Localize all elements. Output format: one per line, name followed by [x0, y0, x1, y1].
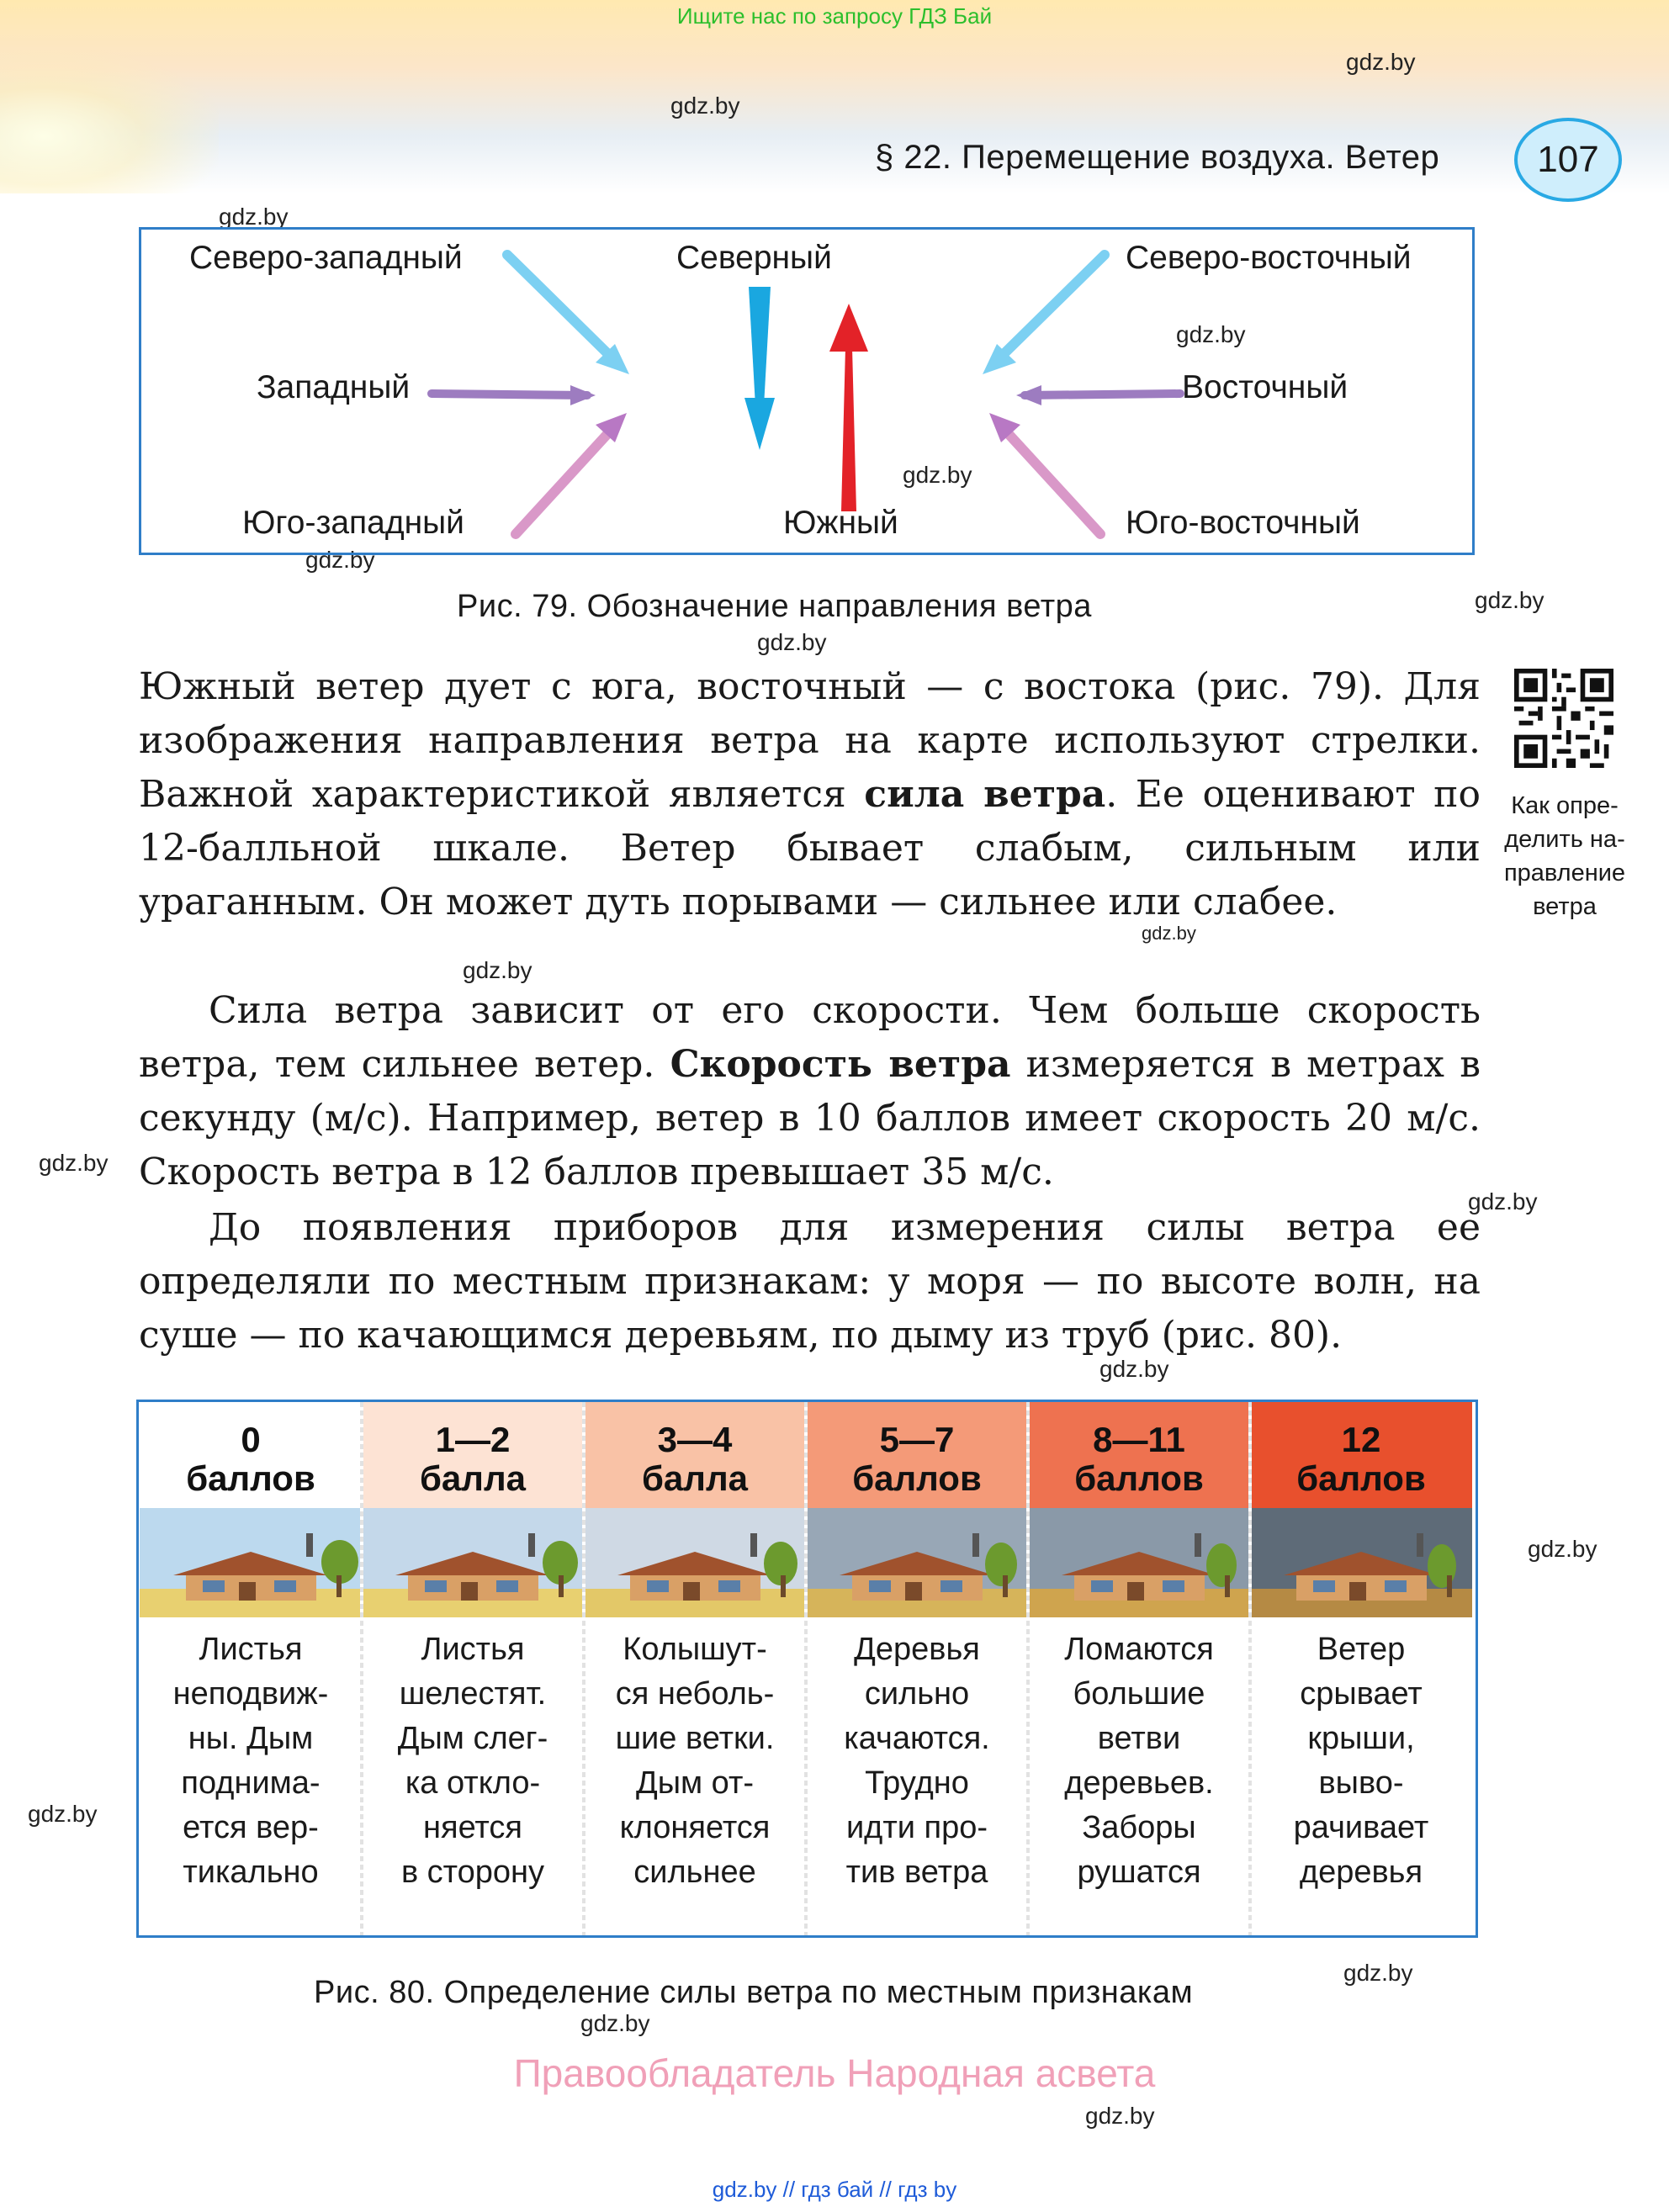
- description-line: срывает: [1300, 1676, 1423, 1712]
- column-separator: [1026, 1402, 1030, 1935]
- watermark: gdz.by: [219, 204, 289, 230]
- wind-force-description: [362, 1627, 584, 1895]
- qr-caption-line: Как опре-: [1511, 792, 1619, 819]
- rights-holder: Правообладатель Народная асвета: [513, 2051, 1156, 2095]
- wind-force-points: 5—7: [879, 1420, 955, 1459]
- wind-force-column: [806, 1402, 1028, 1935]
- qr-caption-line: ветра: [1533, 893, 1597, 920]
- label-north: Северный: [676, 240, 832, 276]
- arrow-west: [432, 385, 596, 405]
- wind-force-unit: баллов: [852, 1458, 982, 1498]
- term-wind-speed: Скорость ветра: [670, 1043, 1011, 1086]
- wind-force-header: [140, 1402, 362, 1508]
- label-south: Южный: [783, 505, 898, 541]
- wind-force-description: [140, 1627, 362, 1895]
- wind-force-points: 3—4: [657, 1420, 733, 1459]
- wind-force-header: [1028, 1402, 1250, 1508]
- description-line: шие ветки.: [615, 1721, 775, 1756]
- sun-glow: [0, 50, 219, 193]
- label-southwest: Юго-западный: [242, 505, 464, 541]
- wind-force-column: [140, 1402, 362, 1935]
- description-line: большие: [1073, 1676, 1205, 1712]
- label-northwest: Северо-западный: [189, 240, 463, 276]
- qr-caption-line: правление: [1503, 860, 1626, 886]
- wind-force-points: 8—11: [1093, 1420, 1185, 1459]
- wind-direction-figure: [139, 227, 1475, 555]
- description-line: в сторону: [400, 1855, 545, 1890]
- description-line: Колышут-: [623, 1632, 767, 1667]
- footer-links[interactable]: gdz.by // гдз бай // гдз by: [712, 2177, 957, 2202]
- wind-force-header: [584, 1402, 806, 1508]
- wind-force-unit: баллов: [186, 1458, 315, 1498]
- arrow-southeast: [989, 413, 1100, 534]
- description-line: клоняется: [619, 1810, 771, 1845]
- description-line: Деревья: [854, 1632, 980, 1667]
- wind-scene-image: [584, 1508, 806, 1617]
- description-line: Дым от-: [635, 1765, 755, 1801]
- description-line: неподвиж-: [172, 1676, 329, 1712]
- label-east: Восточный: [1182, 369, 1348, 405]
- description-line: Дым слег-: [397, 1721, 548, 1756]
- description-line: рачивает: [1293, 1810, 1429, 1845]
- watermark: gdz.by: [463, 957, 532, 983]
- qr-caption-line: делить на-: [1504, 826, 1625, 853]
- watermark: gdz.by: [1346, 49, 1416, 75]
- paragraph-1: [139, 660, 1481, 929]
- watermark: gdz.by: [1142, 923, 1196, 944]
- arrow-northeast: [983, 255, 1105, 374]
- paragraph-text: . Ее оценивают по 12-балльной шкале. Ветер бывает слабым, сильным или ураганным. Он может дуть порывами — сильнее или слабее.: [139, 773, 1481, 923]
- wind-force-column: [1028, 1402, 1250, 1935]
- watermark: gdz.by: [1085, 2103, 1155, 2129]
- paragraph-text: Сила ветра зависит от его скорости. Чем больше скорость ветра, тем сильнее ветер.: [139, 989, 1481, 1086]
- wind-force-points: 12: [1341, 1420, 1381, 1459]
- description-line: сильно: [864, 1676, 970, 1712]
- wind-scene-image: [362, 1508, 584, 1617]
- description-line: Листья: [199, 1632, 303, 1667]
- watermark: gdz.by: [757, 629, 827, 655]
- figure79-caption: Рис. 79. Обозначение направления ветра: [457, 589, 1092, 624]
- column-separator: [360, 1402, 363, 1935]
- wind-force-description: [1028, 1627, 1250, 1895]
- wind-scene-image: [140, 1508, 362, 1617]
- wind-scene-image: [806, 1508, 1028, 1617]
- description-line: ка откло-: [405, 1765, 541, 1801]
- description-line: идти про-: [845, 1810, 988, 1845]
- description-line: выво-: [1318, 1765, 1404, 1801]
- arrow-north: [744, 287, 775, 450]
- wind-force-column: [362, 1402, 584, 1935]
- description-line: тив ветра: [845, 1855, 988, 1890]
- description-line: качаются.: [844, 1721, 990, 1756]
- description-line: деревья: [1299, 1855, 1423, 1890]
- watermark: gdz.by: [305, 547, 375, 573]
- description-line: ся неболь-: [615, 1676, 775, 1712]
- wind-force-figure: [136, 1400, 1478, 1938]
- label-northeast: Северо-восточный: [1126, 240, 1412, 276]
- description-line: тикально: [183, 1855, 319, 1890]
- wind-scene-image: [1028, 1508, 1250, 1617]
- description-line: Ломаются: [1064, 1632, 1214, 1667]
- description-line: ется вер-: [183, 1810, 319, 1845]
- wind-force-unit: балла: [419, 1458, 527, 1498]
- wind-force-description: [1250, 1627, 1472, 1895]
- description-line: Заборы: [1082, 1810, 1196, 1845]
- column-separator: [804, 1402, 808, 1935]
- wind-force-header: [1250, 1402, 1472, 1508]
- label-west: Западный: [257, 369, 411, 405]
- top-banner[interactable]: Ищите нас по запросу ГДЗ Бай: [676, 3, 993, 29]
- arrow-southwest: [516, 413, 627, 534]
- term-wind-force: сила ветра: [864, 773, 1106, 816]
- description-line: деревьев.: [1064, 1765, 1214, 1801]
- figure80-caption: Рис. 80. Определение силы ветра по местным признакам: [314, 1975, 1194, 2010]
- section-title: § 22. Перемещение воздуха. Ветер: [875, 139, 1440, 176]
- watermark: gdz.by: [39, 1150, 109, 1176]
- watermark: gdz.by: [1468, 1188, 1538, 1214]
- wind-scene-image: [1250, 1508, 1472, 1617]
- paragraph-text: измеряется в метрах в секунду (м/с). Например, ветер в 10 баллов имеет скорость 20 м/с. Скорость ветра в 12 баллов превышает 35 м/с.: [139, 1043, 1481, 1193]
- wind-force-unit: баллов: [1296, 1458, 1426, 1498]
- description-line: Трудно: [865, 1765, 969, 1801]
- watermark: gdz.by: [1343, 1960, 1413, 1986]
- wind-force-description: [584, 1627, 806, 1895]
- arrow-south: [829, 304, 868, 511]
- page-number: 107: [1514, 118, 1622, 202]
- label-southeast: Юго-восточный: [1126, 505, 1360, 541]
- wind-force-unit: баллов: [1074, 1458, 1204, 1498]
- watermark: gdz.by: [1176, 321, 1246, 347]
- paragraph-3: [139, 1201, 1481, 1363]
- qr-caption: [1489, 789, 1640, 923]
- description-line: шелестят.: [399, 1676, 547, 1712]
- description-line: поднима-: [181, 1765, 321, 1801]
- wind-force-header: [806, 1402, 1028, 1508]
- description-line: сильнее: [633, 1855, 756, 1890]
- wind-force-unit: балла: [641, 1458, 749, 1498]
- watermark: gdz.by: [903, 462, 972, 488]
- wind-force-points: 0: [241, 1420, 261, 1459]
- description-line: ветви: [1097, 1721, 1181, 1756]
- column-separator: [582, 1402, 585, 1935]
- description-line: ны. Дым: [188, 1721, 314, 1756]
- watermark: gdz.by: [670, 93, 740, 119]
- description-line: крыши,: [1307, 1721, 1415, 1756]
- description-line: няется: [423, 1810, 522, 1845]
- watermark: gdz.by: [1099, 1356, 1169, 1382]
- column-separator: [1248, 1402, 1252, 1935]
- description-line: рушатся: [1077, 1855, 1201, 1890]
- paragraph-2: [139, 984, 1481, 1199]
- wind-force-points: 1—2: [435, 1420, 511, 1459]
- description-line: Листья: [421, 1632, 525, 1667]
- qr-code-icon[interactable]: [1514, 669, 1613, 768]
- watermark: gdz.by: [1475, 587, 1544, 613]
- description-line: Ветер: [1317, 1632, 1406, 1667]
- wind-force-header: [362, 1402, 584, 1508]
- watermark: gdz.by: [580, 2010, 650, 2036]
- wind-force-description: [806, 1627, 1028, 1895]
- arrow-east: [1016, 385, 1180, 405]
- watermark: gdz.by: [28, 1801, 98, 1827]
- arrow-northwest: [507, 255, 629, 374]
- paragraph-text: До появления приборов для измерения силы ветра ее определяли по местным признакам: у моря — по высоте волн, на суше — по качающимся деревьям, по дыму из труб (рис. 80).: [139, 1206, 1481, 1357]
- wind-force-column: [584, 1402, 806, 1935]
- wind-force-column: [1250, 1402, 1472, 1935]
- watermark: gdz.by: [1528, 1536, 1597, 1562]
- paragraph-text: Южный ветер дует с юга, восточный — с востока (рис. 79). Для изображения направления ветра на карте используют стрелки. Важной характеристикой является: [139, 665, 1481, 816]
